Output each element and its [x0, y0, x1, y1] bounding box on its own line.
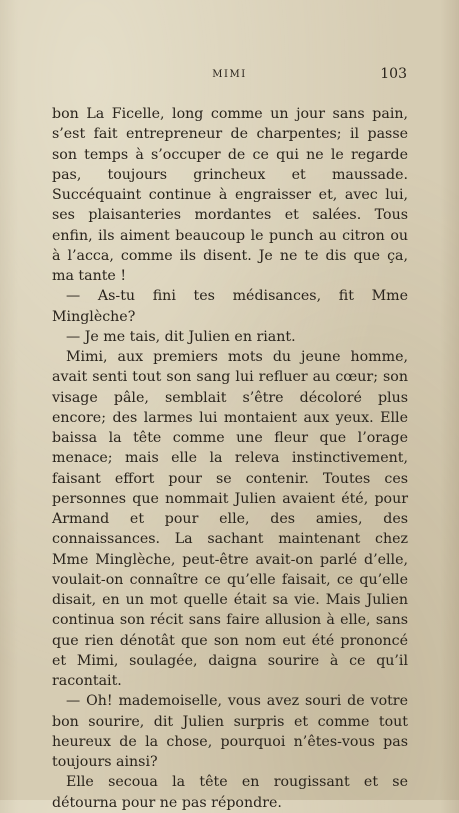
- running-head: [52, 66, 407, 84]
- paragraph-narration: Mimi, aux premiers mots du jeune homme, avait senti tout son sang lui refluer au cœur; son visage pâle, semblait s’être décoloré plus encore; des larmes lui montaient aux yeux. Elle baissa la tête comme une fleur que l’orage menace; mais elle la releva instinctivement, faisant effort pour se contenir. Toutes ces personnes que nommait Julien avaient été, pour Armand et pour elle, des amies, des connaissances. La sachant maintenant chez Mme Minglèche, peut-être avait-on parlé d’elle, voulait-on connaître ce qu’elle faisait, ce qu’elle disait, en un mot quelle était sa vie. Mais Julien continua son récit sans faire allusion à elle, sans que rien dénotât que son nom eut été prononcé et Mimi, soulagée, daigna sourire à ce qu’il racontait.: [52, 349, 408, 689]
- paragraph-dialogue: — Je me tais, dit Julien en riant.: [66, 328, 296, 345]
- page-number: 103: [380, 66, 407, 82]
- running-title: MIMI: [212, 69, 247, 80]
- text-body: [52, 104, 408, 813]
- paragraph-dialogue: — As-tu fini tes médisances, fit Mme Minglèche?: [52, 288, 408, 325]
- paragraph-continuation: bon La Ficelle, long comme un jour sans pain, s’est fait entrepreneur de charpentes; il passe son temps à s’occuper de ce qui ne le regarde pas, toujours grincheux et maussade. Succéquaint continue à engraisser et, avec lui, ses plaisanteries mordantes et salées. Tous enfin, ils aiment beaucoup le punch au citron ou à l’acca, comme ils disent. Je ne te dis que ça, ma tante !: [52, 106, 408, 284]
- paragraph-narration: Elle secoua la tête en rougissant et se détourna pour ne pas répondre.: [52, 774, 408, 811]
- paragraph-dialogue: — Oh! mademoiselle, vous avez souri de votre bon sourire, dit Julien surpris et comme tout heureux de la chose, pourquoi n’êtes-vous pas toujours ainsi?: [52, 693, 408, 770]
